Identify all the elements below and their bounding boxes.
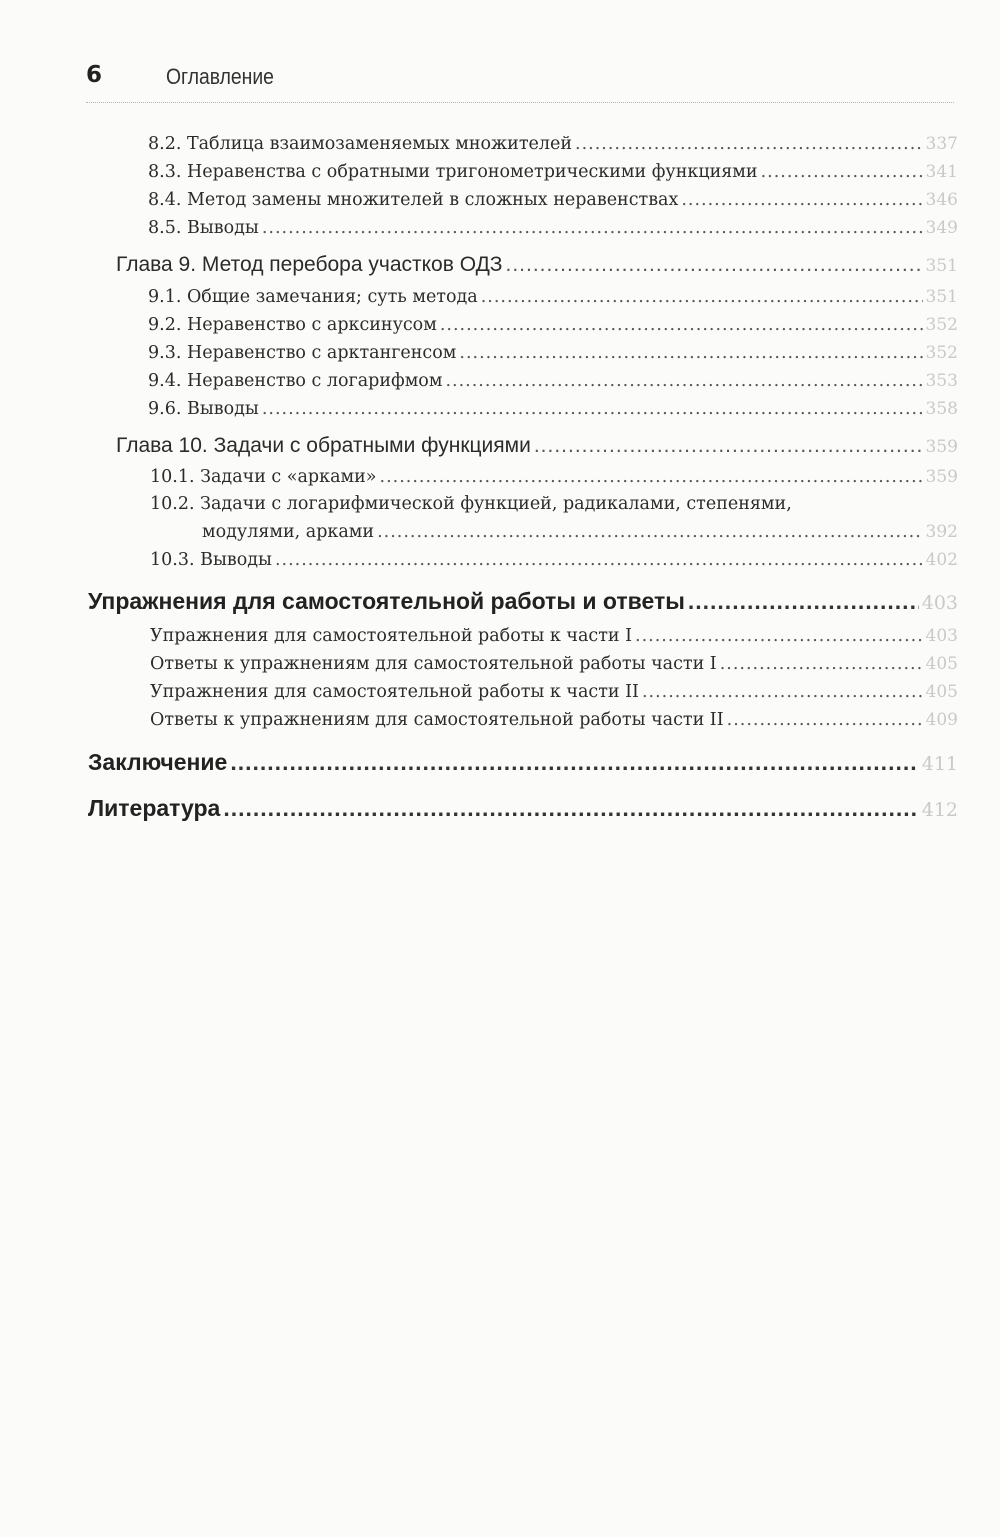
toc-entry-label: 9.2. Неравенство с арксинусом [148,315,437,335]
toc-entry-label: Заключение [88,749,228,775]
dot-leader [688,588,919,615]
toc-entry-label: Упражнения для самостоятельной работы к части II [150,682,639,702]
toc-entry-8-4[interactable] [148,190,958,210]
toc-entry-label: 10.1. Задачи с «арками» [150,467,377,487]
toc-entry-label: 8.4. Метод замены множителей в сложных неравенствах [148,190,679,210]
toc-entry-label: 9.3. Неравенство с арктангенсом [148,343,457,363]
toc-entry-9-6[interactable] [148,399,958,419]
dot-leader [223,795,918,822]
toc-entry-page: 409 [925,710,958,730]
toc-entry-page: 359 [925,437,958,457]
toc-entry-label: 9.1. Общие замечания; суть метода [148,287,478,307]
toc-entry-9-4[interactable] [148,371,958,391]
dot-leader [761,162,923,182]
dot-leader [481,287,923,307]
toc-part-conclusion[interactable] [88,749,958,776]
toc-entry-page: 352 [925,315,958,335]
toc-entry-page: 337 [925,134,958,154]
toc-entry-answers-2[interactable] [150,710,958,730]
toc-entry-page: 346 [925,190,958,210]
toc-entry-page: 403 [921,592,958,614]
toc-entry-label: Литература [88,795,221,821]
toc-entry-8-3[interactable] [148,162,958,182]
toc-entry-8-2[interactable] [148,134,958,154]
toc-entry-page: 349 [925,218,958,238]
toc-entry-page: 353 [925,371,958,391]
dot-leader [377,522,922,542]
toc-entry-label: Глава 10. Задачи с обратными функциями [116,434,531,457]
toc-entry-page: 341 [925,162,958,182]
toc-entry-10-3[interactable] [150,550,958,570]
toc-entry-label: Упражнения для самостоятельной работы к части I [150,626,633,646]
toc-entry-8-5[interactable] [148,218,958,238]
toc-entry-exercises-2[interactable] [150,682,958,702]
dot-leader [275,550,923,570]
toc-entry-10-1[interactable] [150,467,958,487]
toc-entry-9-3[interactable] [148,343,958,363]
dot-leader [506,253,923,277]
toc-entry-page: 405 [925,654,958,674]
toc-entry-page: 351 [925,256,958,276]
toc-chapter-10[interactable] [116,434,958,458]
dot-leader [727,710,923,730]
toc-entry-label: 8.2. Таблица взаимозаменяемых множителей [148,134,572,154]
toc-entry-label: Ответы к упражнениям для самостоятельной работы части I [150,654,717,674]
toc-part-literature[interactable] [88,795,958,822]
dot-leader [642,682,923,702]
toc-entry-10-2[interactable] [202,522,958,542]
toc-entry-page: 359 [925,467,958,487]
toc-entry-label: 10.3. Выводы [150,550,272,570]
toc-entry-page: 405 [925,682,958,702]
toc-entry-label: модулями, арками [202,522,375,542]
dot-leader [262,218,923,238]
page-number: 6 [86,62,103,88]
toc-entry-page: 412 [921,799,958,821]
dot-leader [575,134,923,154]
toc-part-exercises[interactable] [88,588,958,615]
toc-entry-label: Упражнения для самостоятельной работы и ответы [88,588,685,614]
toc-entry-label: 9.6. Выводы [148,399,259,419]
toc-entry-label: 8.3. Неравенства с обратными тригонометрическими функциями [148,162,758,182]
toc-entry-answers-1[interactable] [150,654,958,674]
toc-entry-label: 9.4. Неравенство с логарифмом [148,371,443,391]
dot-leader [440,315,923,335]
toc-entry-page: 403 [925,626,958,646]
toc-entry-9-2[interactable] [148,315,958,335]
dot-leader [262,399,923,419]
toc-entry-9-1[interactable] [148,287,958,307]
dot-leader [635,626,923,646]
toc-entry-label: Ответы к упражнениям для самостоятельной работы части II [150,710,724,730]
page-header [86,58,954,103]
toc-entry-10-2-line1[interactable]: 10.2. Задачи с логарифмической функцией, радикалами, степенями, [150,494,792,514]
toc-entry-page: 411 [921,753,958,775]
toc-entry-exercises-1[interactable] [150,626,958,646]
dot-leader [534,434,923,458]
toc-entry-label: 8.5. Выводы [148,218,259,238]
running-title: Оглавление [166,64,274,89]
toc-entry-page: 358 [925,399,958,419]
dot-leader [445,371,922,391]
toc-entry-page: 402 [925,550,958,570]
toc-entry-label: Глава 9. Метод перебора участков ОДЗ [116,253,503,276]
dot-leader [459,343,922,363]
toc-entry-page: 352 [925,343,958,363]
toc-entry-page: 351 [925,287,958,307]
toc-entry-page: 392 [925,522,958,542]
dot-leader [380,467,923,487]
dot-leader [681,190,922,210]
toc-chapter-9[interactable] [116,253,958,277]
dot-leader [720,654,923,674]
dot-leader [230,749,918,776]
